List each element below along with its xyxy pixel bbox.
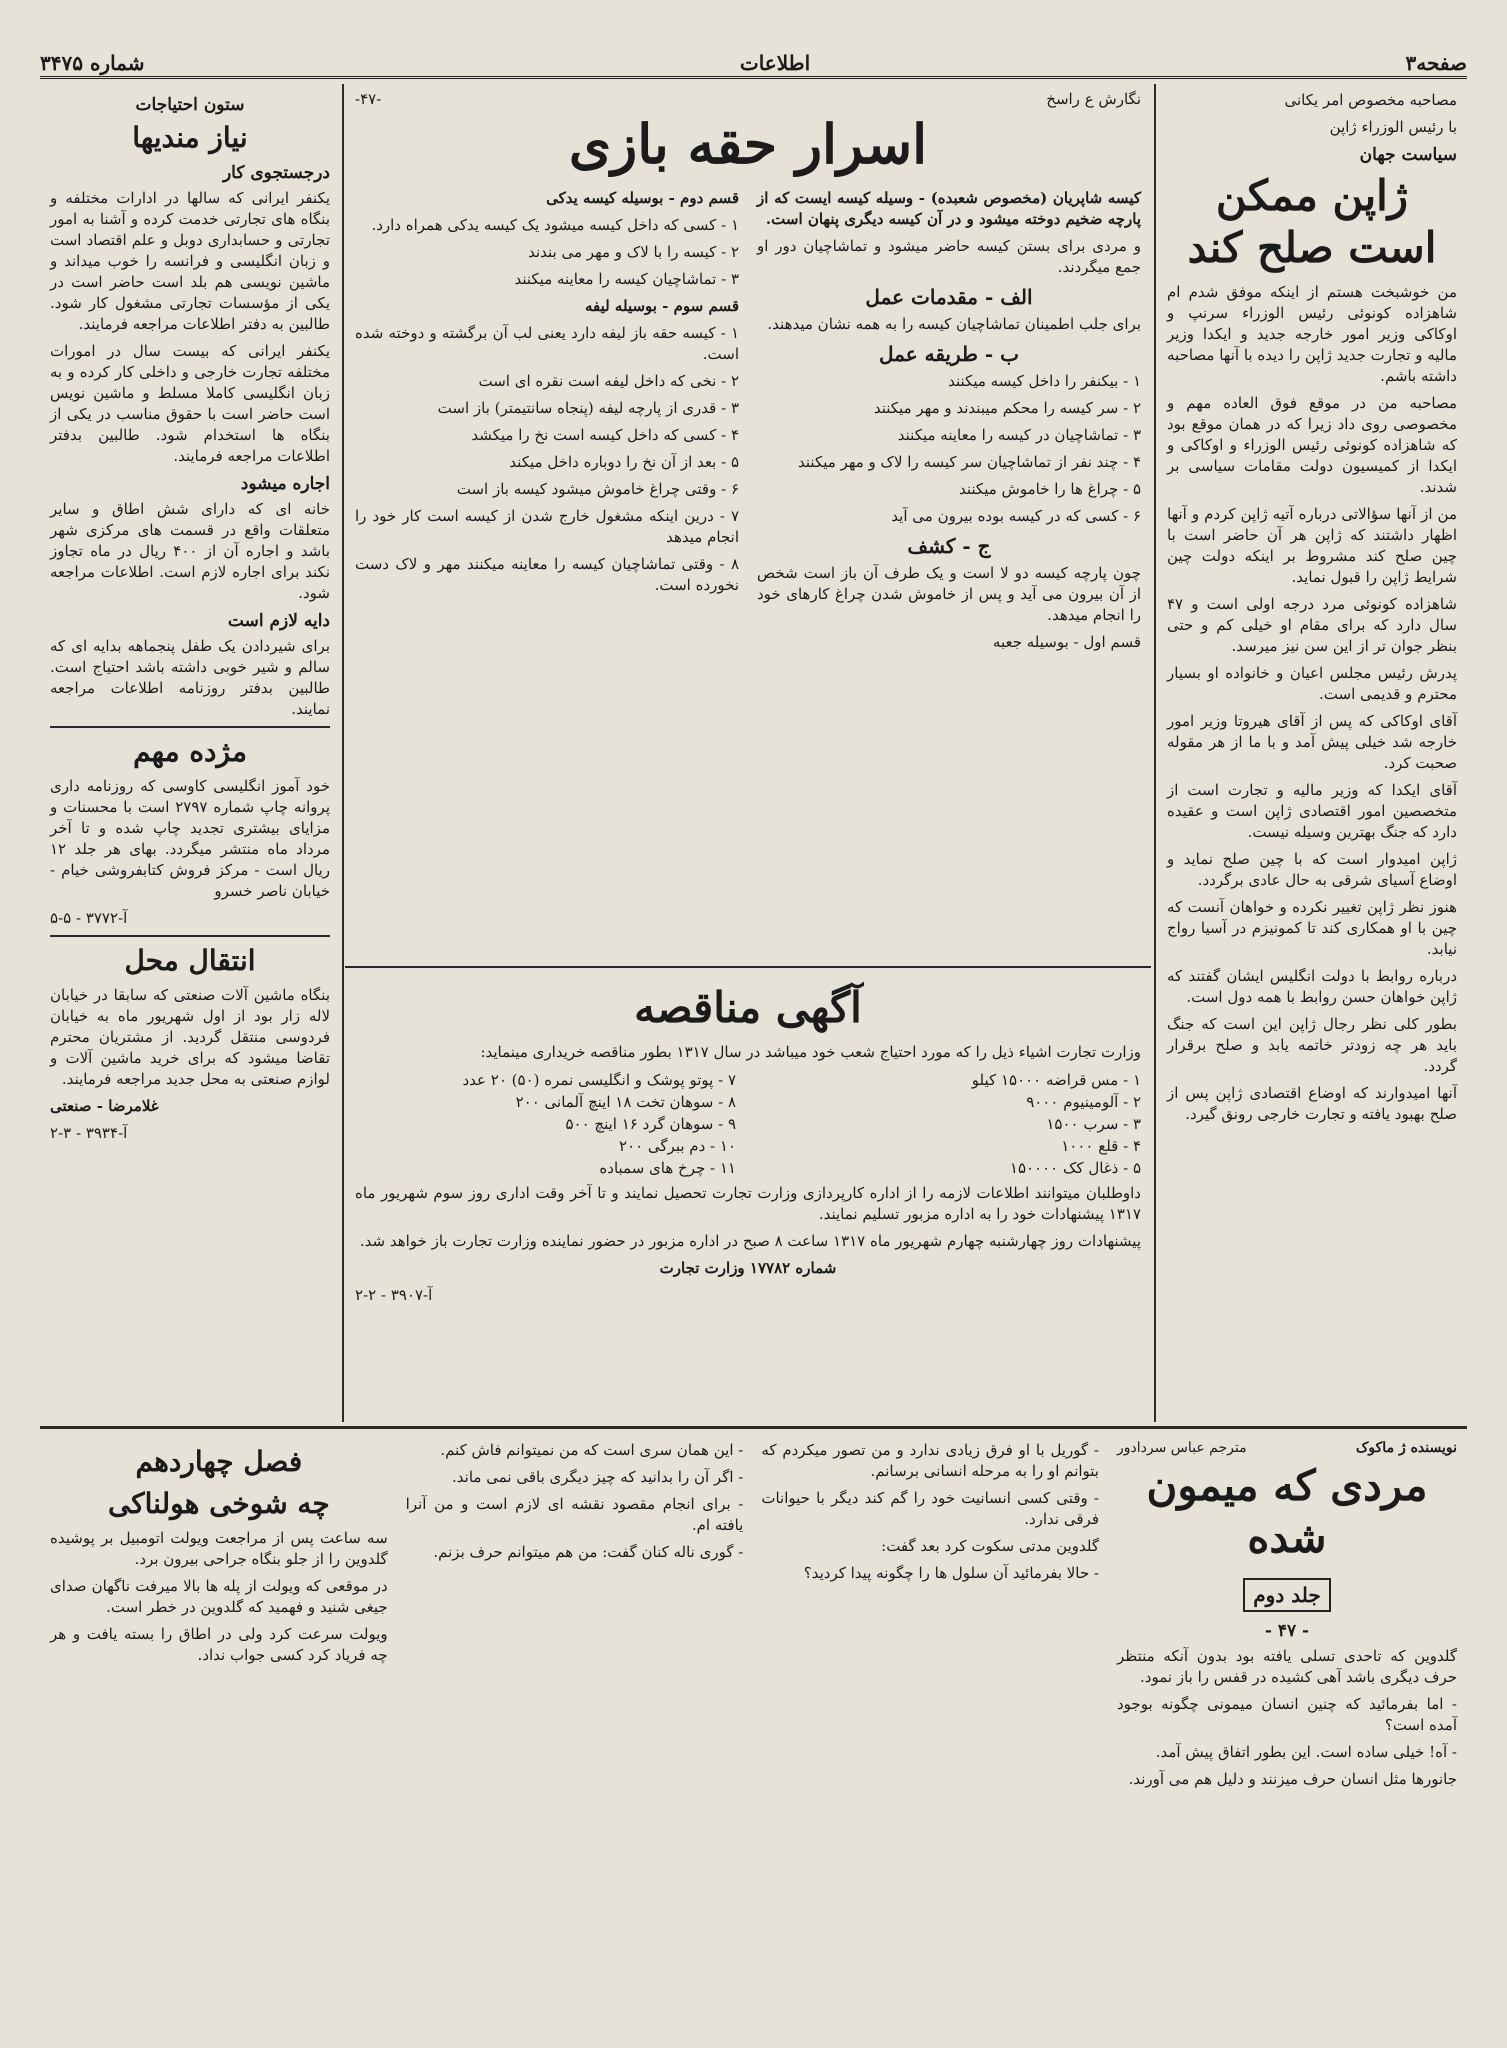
ad-paragraph: یکنفر ایرانی که سالها در ادارات مختلفه و بنگاه های تجارتی خدمت کرده و آشنا به امور تجارتی و حسابداری دوبل و علم اقتصاد است و زبان انگلیسی و فرانسه را خوب میداند و ماشین نویسی هم بلد است حاضر است در یکی از مؤسسات تجارتی مشغول کار شود. طالبین به دفتر اطلاعات مراجعه فرمایند.: [50, 189, 330, 333]
japan-paragraph: آقای ایکدا که وزیر مالیه و تجارت است از متخصصین امور اقتصادی ژاپن است و عقیده دارد که جنگ بهترین وسیله نیست.: [1167, 781, 1457, 841]
secrets-subhead: ب - طریقه عمل: [878, 342, 1020, 366]
novel-paragraph: - گوری ناله کنان گفت: من هم میتوانم حرف بزنم.: [433, 1543, 744, 1561]
tender-item: ۱۰ - دم ببرگی ۲۰۰: [618, 1137, 736, 1155]
japan-paragraph: من از آنها سؤالاتی درباره آتیه ژاپن کردم و آنها اظهار داشتند که ژاپن هر آن حاضر است با چین صلح کند مشروط بر اینکه دولت چین شرایط ژاپن را قبول نماید.: [1167, 505, 1457, 586]
secrets-paragraph: ۶ - کسی که در کیسه بوده بیرون می آید: [891, 507, 1141, 525]
tender-notice: [345, 972, 1151, 1422]
japan-paragraph: آقای اوکاکی که پس از آقای هیروتا وزیر امور خارجه شد خیلی پیش آمد و با ما از هر مقوله صحبت کرد.: [1167, 712, 1457, 772]
section-rule: [345, 966, 1151, 968]
paper-name: اطلاعات: [739, 51, 811, 75]
tender-intro: وزارت تجارت اشیاء ذیل را که مورد احتیاج شعب خود میباشد در سال ۱۳۱۷ بطور مناقصه خریداری مینماید:: [480, 1043, 1141, 1061]
novel-title: مردی که میمون شده: [1146, 1461, 1428, 1562]
tender-item: ۴ - قلع ۱۰۰۰: [1061, 1137, 1141, 1155]
secrets-paragraph: ۲ - نخی که داخل لیفه است نقره ای است: [478, 372, 739, 390]
secrets-subhead: ج - کشف: [907, 534, 991, 558]
chapter-paragraph: ویولت سرعت کرد ولی در اطاق را بسته یافت و هر چه فریاد کرد کسی جواب نداد.: [50, 1625, 388, 1664]
novel-translator: مترجم عباس سردادور: [1117, 1440, 1247, 1456]
secrets-paragraph: ۷ - درین اینکه مشغول خارج شدن از کیسه است کار خود را انجام میدهد: [355, 507, 739, 546]
japan-paragraph: هنوز نظر ژاپن تغییر نکرده و خواهان آنست که چین با او همکاری کند تا کمونیزم در آسیا رواج نیابد.: [1167, 898, 1457, 958]
secrets-paragraph: ۲ - سر کیسه را محکم میبندند و مهر میکنند: [873, 399, 1141, 417]
novel-paragraph: - آه! خیلی ساده است. این بطور اتفاق پیش آمد.: [1155, 1743, 1457, 1761]
secrets-col-right: [757, 188, 1141, 659]
secrets-paragraph: ۳ - قدری از پارچه لیفه (پنجاه سانتیمتر) باز است: [437, 399, 739, 417]
tender-headline: آگهی مناقصه: [634, 983, 862, 1032]
secrets-paragraph: ۱ - کیسه حقه باز لیفه دارد یعنی لب آن برگشته و دوخته شده است.: [355, 324, 739, 363]
japan-headline: ژاپن ممکن است صلح کند: [1187, 171, 1437, 272]
ad-rule: [50, 935, 330, 937]
secrets-paragraph: ۴ - چند نفر از تماشاچیان سر کیسه را لاک و مهر میکنند: [798, 453, 1141, 471]
chapter-number: فصل چهاردهم: [135, 1445, 303, 1478]
novel-paragraph: - گوریل با او فرق زیادی ندارد و من تصور میکردم که بتوانم او را به مرحله انسانی برسانم.: [761, 1441, 1099, 1480]
novel-header-col: [1117, 1440, 1457, 2018]
novel-paragraph: - این همان سری است که من نمیتوانم فاش کنم.: [440, 1441, 744, 1459]
tender-item: ۹ - سوهان گرد ۱۶ اینچ ۵۰۰: [565, 1115, 736, 1133]
secrets-paragraph: کیسه شاپریان (مخصوص شعبده) - وسیله کیسه ایست که از پارچه ضخیم دوخته میشود و در آن کیسه دیگری پنهان است.: [757, 189, 1141, 228]
secrets-headline: اسرار حقه بازی: [568, 112, 928, 176]
secrets-paragraph: قسم اول - بوسیله جعبه: [992, 633, 1141, 651]
rent-paragraph: خانه ای که دارای شش اطاق و سایر متعلقات واقع در قسمت های مرکزی شهر باشد و اجاره آن از ۴۰۰ ریال در ماه تجاوز نکند برای اجاره لازم است. اطلاعات مراجعه شود.: [50, 500, 330, 602]
tender-paragraph: داوطلبان میتوانند اطلاعات لازمه را از اداره کارپردازی وزارت تجارت تحصیل نمایند و تا آخر وقت اداری روز سوم شهریور ماه ۱۳۱۷ پیشنهادات خود را به اداره مزبور تسلیم نمایند.: [355, 1184, 1141, 1223]
secrets-paragraph: ۸ - وقتی تماشاچیان کیسه را معاینه میکنند مهر و لاک دست نخورده است.: [355, 555, 739, 594]
tender-code: آ-۳۹۰۷ - ۲-۲: [355, 1286, 433, 1304]
secrets-byline-row: [355, 90, 1141, 108]
novel-paragraph: - برای انجام مقصود نقشه ای لازم است و من آنرا یافته ام.: [405, 1495, 744, 1534]
nurse-paragraph: برای شیردادن یک طفل پنجماهه بدایه ای که سالم و شیر خوبی داشته باشد احتیاج است. طالبین بدفتر روزنامه اطلاعات مراجعه نمایند.: [50, 637, 330, 718]
japan-kicker: مصاحبه مخصوص امر یکانی: [1284, 91, 1457, 109]
chapter-paragraph: در موقعی که ویولت از پله ها بالا میرفت ناگهان صدای جیغی شنید و فهمید که گلدوین در خطر است.: [50, 1577, 388, 1616]
tender-item: ۸ - سوهان تخت ۱۸ اینچ آلمانی ۲۰۰: [515, 1093, 736, 1111]
japan-paragraph: من خوشبخت هستم از اینکه موفق شدم ام شاهزاده کونوئی رئیس الوزراء سرنپ و اوکاکی وزیر امور خارجه جدید و ایکدا وزیر مالیه و تجارت جدید ژاپن را دیده با آنها مصاحبه داشته باشم.: [1167, 283, 1457, 385]
japan-section: سیاست جهان: [1359, 145, 1457, 165]
tender-item: ۷ - پوتو پوشک و انگلیسی نمره (۵۰) ۲۰ عدد: [462, 1071, 736, 1089]
move-paragraph: بنگاه ماشین آلات صنعتی که سابقا در خیابان لاله زار بود از اول شهریور ماه به خیابان فردوسی منتقل گردید. از مشتریان محترم تقاضا میشود که برای خرید ماشین آلات و لوازم صنعتی به محل جدید مراجعه فرمایند.: [50, 986, 330, 1088]
secrets-paragraph: قسم سوم - بوسیله لیفه: [584, 297, 739, 315]
novel-paragraph: گلدوین مدتی سکوت کرد بعد گفت:: [881, 1537, 1099, 1555]
rent-title: اجاره میشود: [240, 474, 330, 494]
tender-items-left: [355, 1069, 736, 1179]
move-code: آ-۳۹۳۴ - ۳-۲: [50, 1124, 128, 1142]
nurse-title: دایه لازم است: [227, 611, 330, 631]
secrets-paragraph: و مردی برای بستن کیسه حاضر میشود و تماشاچیان دور او جمع میگردند.: [757, 237, 1141, 276]
japan-kicker-2: با رئیس الوزراء ژاپن: [1329, 118, 1457, 136]
tender-signature: شماره ۱۷۷۸۲ وزارت تجارت: [659, 1259, 837, 1277]
secrets-paragraph: برای جلب اطمینان تماشاچیان کیسه را به همه نشان میدهند.: [767, 315, 1141, 333]
japan-paragraph: پدرش رئیس مجلس اعیان و خانواده او بسیار محترم و قدیمی است.: [1167, 664, 1457, 703]
secrets-byline: نگارش ع راسخ: [1046, 90, 1141, 108]
tender-item: ۳ - سرب ۱۵۰۰: [1046, 1115, 1141, 1133]
masthead: [40, 50, 1467, 79]
novel-col-3: [406, 1440, 744, 2018]
secrets-paragraph: ۵ - چراغ ها را خاموش میکنند: [958, 480, 1141, 498]
novel-number: - ۴۷ -: [1264, 1621, 1310, 1641]
secrets-paragraph: ۶ - وقتی چراغ خاموش میشود کیسه باز است: [456, 480, 739, 498]
japan-paragraph: شاهزاده کونوئی مرد درجه اولی است و ۴۷ سال دارد که برای مقام او خیلی کم و حتی بنظر جوان تر از این سن نیز میرسد.: [1167, 595, 1457, 655]
novel-paragraph: - اما بفرمائید که چنین انسان میمونی چگونه بوجود آمده است؟: [1117, 1695, 1457, 1734]
secrets-paragraph: ۱ - کسی که داخل کیسه میشود یک کیسه یدکی همراه دارد.: [371, 216, 739, 234]
japan-body: [1167, 282, 1457, 1125]
move-title: انتقال محل: [124, 944, 256, 977]
japan-paragraph: ژاپن امیدوار است که با چین صلح نماید و اوضاع آسیای شرقی به حال عادی برگردد.: [1167, 850, 1457, 889]
secrets-col-left: [355, 188, 739, 659]
japan-paragraph: بطور کلی نظر رجال ژاپن این است که جنگ باید هر چه زودتر خاتمه یابد و صلح برقرار گردد.: [1167, 1015, 1457, 1075]
secrets-paragraph: ۴ - کسی که داخل کیسه است نخ را میکشد: [471, 426, 739, 444]
news-paragraph: خود آموز انگلیسی کاوسی که روزنامه داری پروانه چاپ شماره ۲۷۹۷ است با محسنات و مزایای بیشتری تجدید چاپ شده و تا آخر مرداد ماه منتشر میگردد. بهای هر جلد ۱۲ ریال است - مرکز فروش کتابفروشی خیام - خیابان ناصر خسرو: [50, 777, 330, 900]
secrets-paragraph: ۱ - بیکنفر را داخل کیسه میکنند: [948, 372, 1141, 390]
news-title: مژده مهم: [133, 735, 247, 768]
chapter-title: چه شوخی هولناکی: [107, 1487, 330, 1520]
novel-paragraph: جانورها مثل انسان حرف میزنند و دلیل هم می آورند.: [1128, 1770, 1457, 1788]
ad-rule: [50, 726, 330, 728]
novel-volume: جلد دوم: [1243, 1578, 1330, 1612]
classifieds-search: درجستجوی کار: [222, 163, 330, 183]
novel-paragraph: - اگر آن را بدانید که چیز دیگری باقی نمی ماند.: [452, 1468, 744, 1486]
secrets-paragraph: چون پارچه کیسه دو لا است و یک طرف آن باز است شخص از آن بیرون می آید و پس از خاموش شدن چراغ کارهای خود را انجام میدهد.: [757, 564, 1141, 624]
column-rule: [1154, 84, 1156, 1422]
secrets-columns: [355, 188, 1141, 659]
novel-author: نویسنده ژ ماکوک: [1355, 1440, 1457, 1456]
novel-col-4: [50, 1440, 388, 2018]
page-number: صفحه۳: [1405, 51, 1467, 75]
tender-paragraph: پیشنهادات روز چهارشنبه چهارم شهریور ماه ۱۳۱۷ ساعت ۸ صبح در اداره مزبور در حضور نماینده وزارت تجارت باز خواهد شد.: [359, 1232, 1141, 1250]
news-code: آ-۳۷۷۲ - ۵-۵: [50, 909, 128, 927]
secrets-article: [345, 84, 1151, 964]
secrets-paragraph: قسم دوم - بوسیله کیسه یدکی: [546, 189, 739, 207]
move-signature: غلامرضا - صنعتی: [50, 1097, 159, 1115]
secrets-paragraph: ۵ - بعد از آن نخ را دوباره داخل میکند: [509, 453, 739, 471]
japan-article: [1157, 84, 1467, 1422]
column-rule: [342, 84, 344, 1422]
novel-col-2: [761, 1440, 1099, 2018]
secrets-paragraph: ۳ - تماشاچیان کیسه را معاینه میکنند: [514, 270, 739, 288]
chapter-paragraph: سه ساعت پس از مراجعت ویولت اتومبیل بر پوشیده گلدوین را از جلو بنگاه جراحی بیرون برد.: [50, 1529, 388, 1568]
japan-paragraph: آنها امیدوارند که اوضاع اقتصادی ژاپن پس از صلح بهبود یافته و تجارت خارجی رونق گیرد.: [1167, 1084, 1457, 1123]
tender-items: [355, 1069, 1141, 1179]
tender-item: ۵ - ذغال کک ۱۵۰۰۰۰: [1009, 1159, 1141, 1177]
tender-item: ۲ - آلومینیوم ۹۰۰۰: [1026, 1093, 1141, 1111]
classifieds-column: [40, 84, 340, 1422]
secrets-paragraph: ۲ - کیسه را با لاک و مهر می بندند: [528, 243, 739, 261]
secrets-subhead: الف - مقدمات عمل: [865, 285, 1033, 309]
novel-paragraph: گلدوین که تاحدی تسلی یافته بود بدون آنکه منتظر حرف دیگری باشد آهی کشیده در قفس را باز نمود.: [1117, 1647, 1457, 1686]
secrets-paragraph: ۳ - تماشاچیان در کیسه را معاینه میکنند: [897, 426, 1141, 444]
serial-novel: [40, 1434, 1467, 2024]
secrets-number: -۴۷-: [355, 90, 382, 108]
classifieds-title: ستون احتیاجات: [135, 95, 245, 115]
novel-paragraph: - وقتی کسی انسانیت خود را گم کند دیگر با حیوانات فرقی ندارد.: [761, 1489, 1099, 1528]
page-divider: [40, 1426, 1467, 1429]
classifieds-needs: نیاز مندیها: [132, 121, 248, 154]
ad-paragraph: یکنفر ایرانی که بیست سال در امورات مختلفه تجارت خارجی و داخلی کار کرده و به زبان انگلیسی کاملا مسلط و ماشین نویس است حاضر است با حقوق مناسب در یکی از بنگاه ها استخدام شود. طالبین بدفتر اطلاعات مراجعه فرمایند.: [50, 342, 330, 465]
novel-grid: [50, 1440, 1457, 2018]
issue-number: شماره ۳۴۷۵: [40, 51, 145, 75]
tender-items-right: [760, 1069, 1141, 1179]
tender-item: ۱۱ - چرخ های سمباده: [599, 1159, 736, 1177]
novel-credits: [1117, 1440, 1457, 1456]
japan-paragraph: مصاحبه من در موقع فوق العاده مهم و مخصوصی روی داد زیرا که در همان موقع بود که شاهزاده کونوئی رئیس الوزراء و اوکاکی و ایکدا از کمیسیون دولت مقامات سیاسی بر شدند.: [1167, 394, 1457, 496]
novel-paragraph: - حالا بفرمائید آن سلول ها را چگونه پیدا کردید؟: [803, 1564, 1099, 1582]
tender-item: ۱ - مس قراضه ۱۵۰۰۰ کیلو: [971, 1071, 1141, 1089]
japan-paragraph: درباره روابط با دولت انگلیس ایشان گفتند که ژاپن خواهان حسن روابط با همه دول است.: [1167, 967, 1457, 1006]
